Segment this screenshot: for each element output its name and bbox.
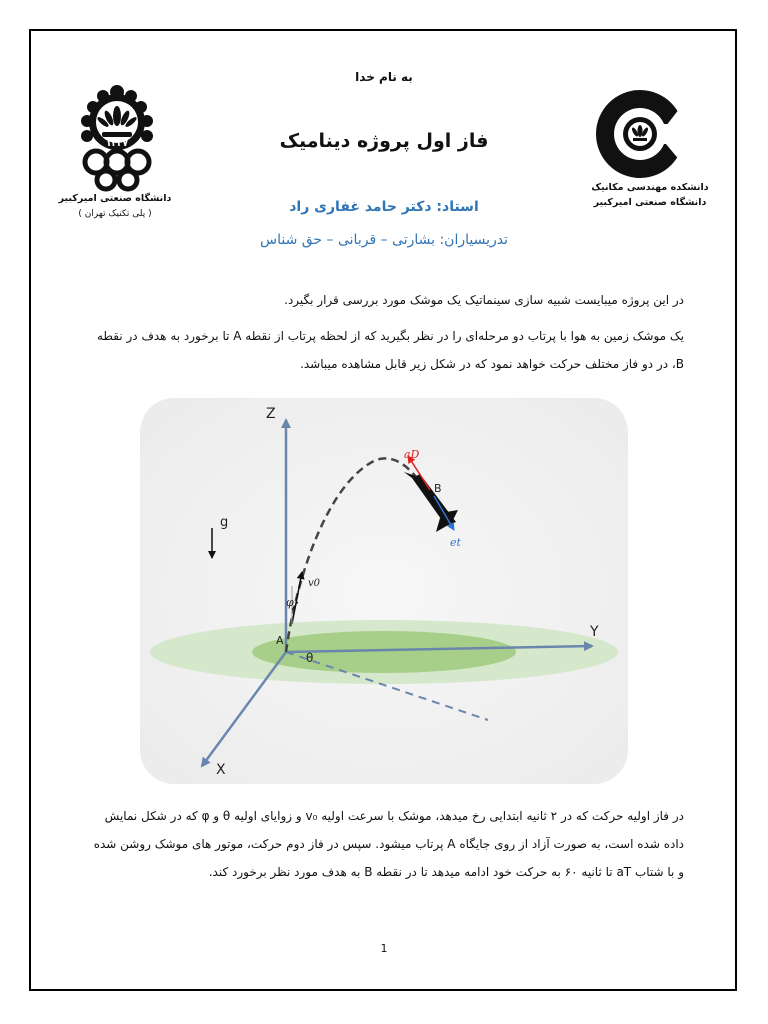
phi-label: φ bbox=[286, 596, 294, 609]
professor-line: استاد: دکتر حامد غفاری راد bbox=[289, 199, 479, 215]
v0-label: v0 bbox=[308, 578, 321, 589]
page-number: 1 bbox=[380, 942, 388, 955]
paragraph-description: یک موشک زمین به هوا با پرتاب دو مرحله‌ای را در نظر بگیرید که از لحظه پرتاب از نقطه A تا برخورد به هدف در نقطه B، در دو فاز مختلف حرکت خواهد نمود که در شکل زیر قابل مشاهده میباشد. bbox=[96, 329, 684, 371]
bismillah: به نام خدا bbox=[355, 70, 413, 84]
seal-year-text: ۱۳۳۷ bbox=[106, 139, 128, 149]
gravity-label: g bbox=[220, 515, 229, 530]
tangent-label: et bbox=[450, 536, 461, 549]
point-b-label: B bbox=[434, 482, 442, 495]
amirkabir-subtitle: ( پلی تکنیک تهران ) bbox=[78, 209, 152, 219]
mechanical-faculty-university: دانشگاه صنعتی امیرکبیر bbox=[593, 197, 707, 208]
paragraph-phases: در فاز اولیه حرکت که در ۲ ثانیه ابتدایی رخ میدهد، موشک با سرعت اولیه v₀ و زوایای اولیه θ و φ که در شکل نمایش داده شده است، به صورت آزاد از روی جایگاه A پرتاب میشود. سپس در فاز دوم حرکت، موتور های موشک روشن شده و با شتاب aT تا ثانیه ۶۰ به حرکت خود ادامه میدهد تا در نقطه B به هدف مورد نظر برخورد کند. bbox=[93, 809, 684, 879]
z-axis-label: Z bbox=[266, 406, 276, 422]
amirkabir-university-logo bbox=[72, 80, 162, 192]
mechanical-faculty-name: دانشکده مهندسی مکانیک bbox=[591, 182, 709, 193]
theta-label: θ bbox=[306, 651, 314, 665]
figure-background bbox=[140, 398, 628, 784]
mechanical-faculty-logo bbox=[590, 86, 690, 182]
page-title: فاز اول پروژه دینامیک bbox=[279, 130, 489, 152]
y-axis-label: Y bbox=[590, 624, 599, 640]
paragraph-intro: در این پروژه میبایست شبیه سازی سینماتیک یک موشک مورد بررسی قرار بگیرد. bbox=[284, 293, 684, 307]
point-a-label: A bbox=[276, 634, 284, 647]
amirkabir-name: دانشگاه صنعتی امیرکبیر bbox=[58, 193, 172, 204]
teaching-assistants-line: تدریسیاران: بشارتی – قربانی – حق شناس bbox=[260, 232, 508, 248]
drag-label: aD bbox=[404, 448, 420, 461]
rocket-trajectory-figure bbox=[140, 398, 628, 784]
x-axis-label: X bbox=[216, 762, 226, 778]
